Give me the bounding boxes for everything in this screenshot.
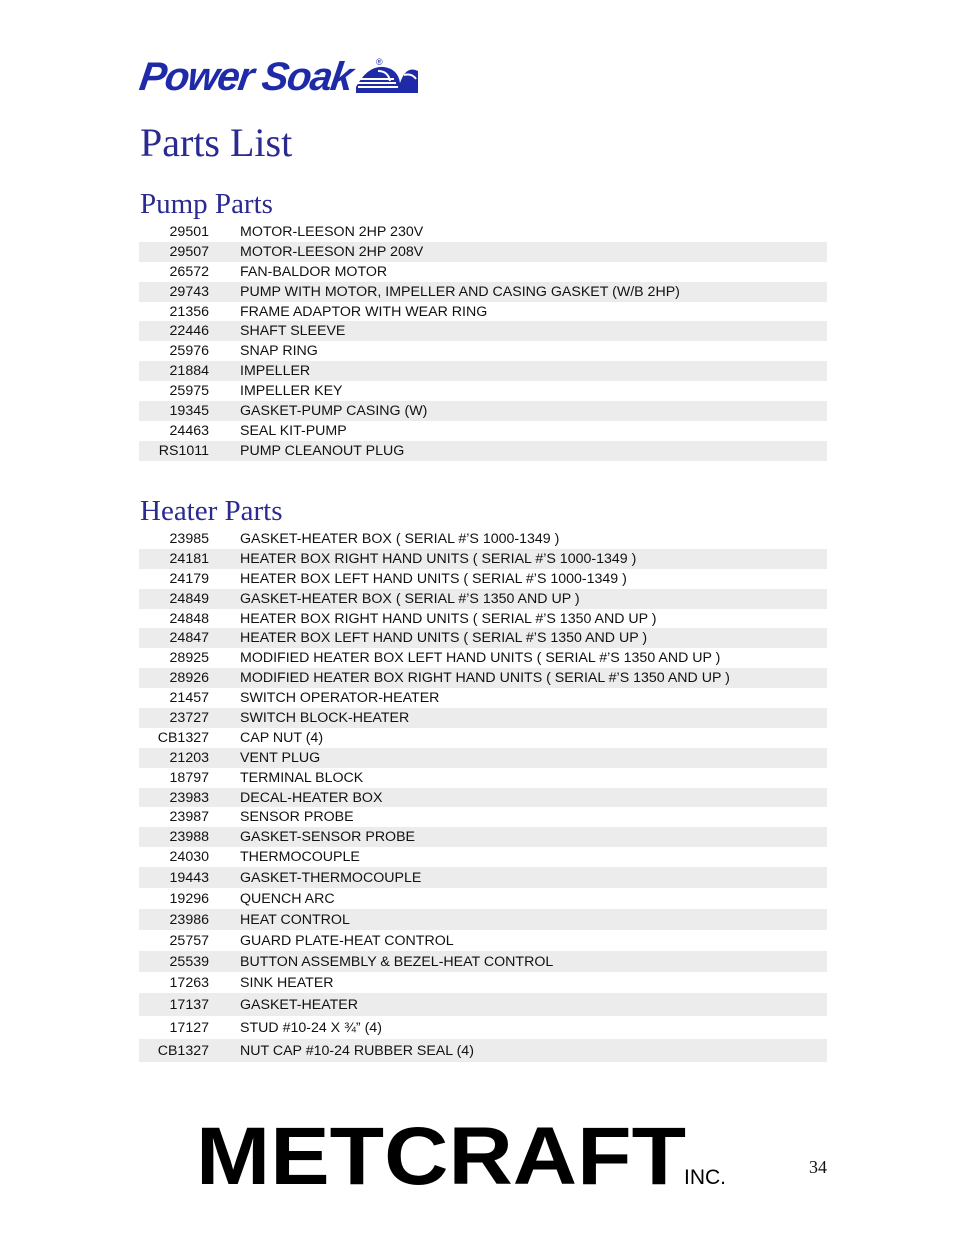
part-description: HEATER BOX RIGHT HAND UNITS ( SERIAL #’S 1350 AND UP )	[240, 610, 657, 627]
part-description: MOTOR-LEESON 2HP 230V	[240, 223, 424, 240]
table-row	[139, 648, 827, 668]
metcraft-logo	[196, 1120, 736, 1190]
table-row	[139, 827, 827, 847]
table-row	[139, 381, 827, 401]
part-description: SWITCH BLOCK-HEATER	[240, 709, 410, 726]
part-description: HEATER BOX RIGHT HAND UNITS ( SERIAL #’S 1000-1349 )	[240, 550, 637, 567]
part-description: FAN-BALDOR MOTOR	[240, 263, 388, 280]
part-description: MOTOR-LEESON 2HP 208V	[240, 243, 424, 260]
table-row	[139, 788, 827, 808]
table-row	[139, 282, 827, 302]
part-description: GASKET-HEATER	[240, 996, 358, 1013]
table-row	[139, 909, 827, 930]
part-description: FRAME ADAPTOR WITH WEAR RING	[240, 303, 488, 320]
part-number: 19443	[169, 869, 209, 886]
power-soak-logo	[136, 55, 420, 99]
registered-mark: ®	[376, 57, 383, 67]
part-number: 21356	[169, 303, 209, 320]
table-row	[139, 321, 827, 341]
table-row	[139, 609, 827, 629]
part-number: 17263	[169, 974, 209, 991]
part-description: HEATER BOX LEFT HAND UNITS ( SERIAL #’S 1350 AND UP )	[240, 630, 648, 647]
table-row	[139, 529, 827, 549]
wave-icon	[354, 57, 420, 95]
table-row	[139, 951, 827, 972]
part-description: SWITCH OPERATOR-HEATER	[240, 690, 440, 707]
part-description: GASKET-HEATER BOX ( SERIAL #’S 1350 AND UP )	[240, 590, 580, 607]
part-description: NUT CAP #10-24 RUBBER SEAL (4)	[240, 1042, 474, 1059]
part-number: 17127	[169, 1019, 209, 1036]
part-description: STUD #10-24 X ¾” (4)	[240, 1019, 382, 1036]
table-row	[139, 708, 827, 728]
part-number: 24030	[169, 849, 209, 866]
table-row	[139, 768, 827, 788]
part-number: 29501	[169, 223, 209, 240]
table-row	[139, 972, 827, 993]
table-row	[139, 341, 827, 361]
pump-parts-heading: Pump Parts	[140, 188, 273, 220]
part-description: DECAL-HEATER BOX	[240, 789, 383, 806]
part-description: HEAT CONTROL	[240, 911, 350, 928]
part-description: THERMOCOUPLE	[240, 849, 360, 866]
part-description: VENT PLUG	[240, 749, 321, 766]
part-number: 26572	[169, 263, 209, 280]
table-row	[139, 262, 827, 282]
part-number: 29743	[169, 283, 209, 300]
part-description: BUTTON ASSEMBLY & BEZEL-HEAT CONTROL	[240, 953, 554, 970]
part-description: SINK HEATER	[240, 974, 334, 991]
part-number: 21457	[169, 690, 209, 707]
table-row	[139, 401, 827, 421]
table-row	[139, 361, 827, 381]
part-number: 21203	[169, 749, 209, 766]
part-description: GASKET-SENSOR PROBE	[240, 829, 416, 846]
heater-parts-list	[139, 529, 827, 1062]
part-number: 23987	[169, 809, 209, 826]
part-description: QUENCH ARC	[240, 890, 335, 907]
part-number: 23985	[169, 530, 209, 547]
part-number: 24179	[169, 570, 209, 587]
table-row	[139, 302, 827, 322]
part-number: 18797	[169, 769, 209, 786]
part-number: 25539	[169, 953, 209, 970]
part-description: SENSOR PROBE	[240, 809, 354, 826]
table-row	[139, 1016, 827, 1039]
part-number: RS1011	[158, 442, 209, 459]
company-suffix: INC.	[684, 1166, 726, 1189]
page-title: Parts List	[140, 120, 293, 165]
part-description: HEATER BOX LEFT HAND UNITS ( SERIAL #’S 1000-1349 )	[240, 570, 627, 587]
part-number: 17137	[169, 996, 209, 1013]
part-number: 22446	[169, 323, 209, 340]
part-description: IMPELLER	[240, 363, 311, 380]
table-row	[139, 549, 827, 569]
part-number: 28925	[169, 650, 209, 667]
part-number: 28926	[169, 670, 209, 687]
part-description: CAP NUT (4)	[240, 729, 324, 746]
part-number: 23988	[169, 829, 209, 846]
table-row	[139, 1039, 827, 1062]
part-description: MODIFIED HEATER BOX LEFT HAND UNITS ( SERIAL #’S 1350 AND UP )	[240, 650, 721, 667]
part-number: 23983	[169, 789, 209, 806]
table-row	[139, 242, 827, 262]
table-row	[139, 867, 827, 888]
part-description: SHAFT SLEEVE	[240, 323, 346, 340]
part-description: GUARD PLATE-HEAT CONTROL	[240, 932, 454, 949]
part-description: GASKET-THERMOCOUPLE	[240, 869, 422, 886]
part-number: 23986	[169, 911, 209, 928]
part-number: 21884	[169, 363, 209, 380]
table-row	[139, 847, 827, 867]
heater-parts-heading: Heater Parts	[140, 495, 283, 527]
part-number: 25975	[169, 383, 209, 400]
table-row	[139, 807, 827, 827]
part-number: 19345	[169, 402, 209, 419]
page-number: 34	[809, 1157, 827, 1177]
part-description: PUMP WITH MOTOR, IMPELLER AND CASING GASKET (W/B 2HP)	[240, 283, 680, 300]
part-number: 25757	[169, 932, 209, 949]
table-row	[139, 569, 827, 589]
part-number: CB1327	[157, 729, 209, 746]
table-row	[139, 589, 827, 609]
table-row	[139, 688, 827, 708]
table-row	[139, 728, 827, 748]
table-row	[139, 421, 827, 441]
part-number: 29507	[169, 243, 209, 260]
part-number: CB1327	[157, 1042, 209, 1059]
table-row	[139, 628, 827, 648]
table-row	[139, 993, 827, 1016]
part-number: 24463	[169, 422, 209, 439]
part-description: IMPELLER KEY	[240, 383, 343, 400]
part-number: 25976	[169, 343, 209, 360]
brand-name: Power Soak	[136, 55, 355, 99]
part-description: GASKET-PUMP CASING (W)	[240, 402, 428, 419]
table-row	[139, 441, 827, 461]
table-row	[139, 748, 827, 768]
part-description: SEAL KIT-PUMP	[240, 422, 347, 439]
part-description: GASKET-HEATER BOX ( SERIAL #’S 1000-1349 )	[240, 530, 560, 547]
part-number: 23727	[169, 709, 209, 726]
table-row	[139, 930, 827, 951]
company-name: METCRAFT	[196, 1120, 686, 1190]
part-description: PUMP CLEANOUT PLUG	[240, 442, 405, 459]
part-description: TERMINAL BLOCK	[240, 769, 364, 786]
part-number: 24847	[169, 630, 209, 647]
part-number: 24849	[169, 590, 209, 607]
part-description: SNAP RING	[240, 343, 318, 360]
table-row	[139, 888, 827, 909]
table-row	[139, 668, 827, 688]
part-number: 19296	[169, 890, 209, 907]
part-number: 24181	[169, 550, 209, 567]
table-row	[139, 222, 827, 242]
pump-parts-list	[139, 222, 827, 461]
part-description: MODIFIED HEATER BOX RIGHT HAND UNITS ( SERIAL #’S 1350 AND UP )	[240, 670, 730, 687]
part-number: 24848	[169, 610, 209, 627]
